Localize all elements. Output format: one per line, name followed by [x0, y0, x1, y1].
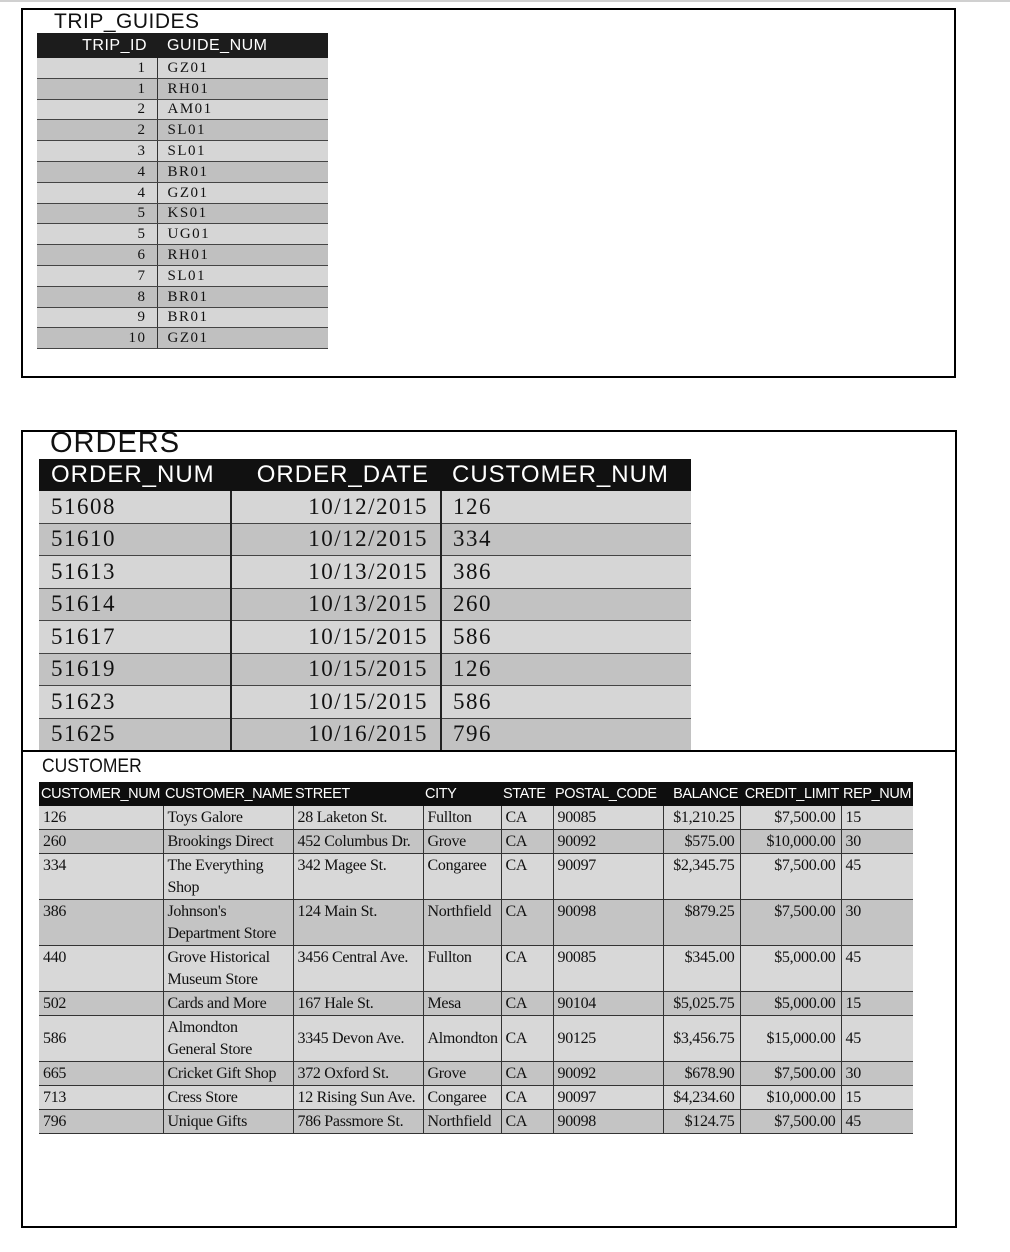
table-header-row [39, 782, 913, 806]
customer-name-cell: Cress Store [163, 1086, 293, 1110]
customer-num-cell: 334 [441, 523, 691, 556]
table-row [39, 621, 691, 654]
order-num-cell: 51619 [39, 653, 231, 686]
customer-name-cell: Cricket Gift Shop [163, 1062, 293, 1086]
table-row [37, 245, 328, 266]
table-row [39, 491, 691, 523]
order-date-cell: 10/15/2015 [231, 621, 441, 654]
postal-code-cell: 90085 [553, 806, 663, 830]
table-row [37, 265, 328, 286]
order-num-cell: 51625 [39, 718, 231, 751]
table-row [37, 58, 328, 78]
state-cell: CA [501, 1086, 553, 1110]
table-row [39, 523, 691, 556]
trip-id-cell: 9 [37, 307, 157, 328]
city-cell: Congaree [423, 1086, 501, 1110]
customer-name-cell: Brookings Direct [163, 830, 293, 854]
table-row [39, 1086, 913, 1110]
guide-num-cell: BR01 [157, 286, 328, 307]
trip-id-cell: 5 [37, 203, 157, 224]
street-cell: 786 Passmore St. [293, 1110, 423, 1134]
city-cell: Mesa [423, 992, 501, 1016]
customer-num-cell: 796 [39, 1110, 163, 1134]
trip-id-cell: 7 [37, 265, 157, 286]
state-cell: CA [501, 854, 553, 900]
balance-cell: $1,210.25 [663, 806, 740, 830]
postal-code-cell: 90098 [553, 900, 663, 946]
order-date-cell: 10/15/2015 [231, 653, 441, 686]
rep-num-cell: 15 [841, 992, 913, 1016]
balance-cell: $879.25 [663, 900, 740, 946]
postal-code-cell: 90104 [553, 992, 663, 1016]
column-header-balance: BALANCE [663, 782, 740, 806]
guide-num-cell: GZ01 [157, 182, 328, 203]
guide-num-cell: GZ01 [157, 328, 328, 349]
trip-id-cell: 2 [37, 99, 157, 120]
city-cell: Grove [423, 1062, 501, 1086]
rep-num-cell: 30 [841, 1062, 913, 1086]
city-cell: Northfield [423, 900, 501, 946]
postal-code-cell: 90097 [553, 854, 663, 900]
city-cell: Northfield [423, 1110, 501, 1134]
orders-body [39, 491, 691, 751]
state-cell: CA [501, 830, 553, 854]
credit-limit-cell: $10,000.00 [740, 830, 841, 854]
balance-cell: $5,025.75 [663, 992, 740, 1016]
trip-id-cell: 5 [37, 224, 157, 245]
postal-code-cell: 90092 [553, 1062, 663, 1086]
table-row [37, 203, 328, 224]
street-cell: 3345 Devon Ave. [293, 1016, 423, 1062]
customer-num-cell: 502 [39, 992, 163, 1016]
rep-num-cell: 15 [841, 1086, 913, 1110]
city-cell: Fullton [423, 806, 501, 830]
table-row [39, 556, 691, 589]
trip-id-cell: 2 [37, 120, 157, 141]
column-header-rep-num: REP_NUM [841, 782, 913, 806]
column-header-customer-name: CUSTOMER_NAME [163, 782, 293, 806]
table-header-row [39, 459, 691, 491]
credit-limit-cell: $5,000.00 [740, 992, 841, 1016]
balance-cell: $345.00 [663, 946, 740, 992]
order-date-cell: 10/16/2015 [231, 718, 441, 751]
customer-num-cell: 586 [441, 686, 691, 719]
trip-guides-body [37, 58, 328, 349]
order-num-cell: 51610 [39, 523, 231, 556]
street-cell: 12 Rising Sun Ave. [293, 1086, 423, 1110]
credit-limit-cell: $7,500.00 [740, 854, 841, 900]
customer-num-cell: 796 [441, 718, 691, 751]
street-cell: 452 Columbus Dr. [293, 830, 423, 854]
customer-num-cell: 713 [39, 1086, 163, 1110]
credit-limit-cell: $15,000.00 [740, 1016, 841, 1062]
customer-name-cell: Johnson's Department Store [163, 900, 293, 946]
customer-name-cell: The Everything Shop [163, 854, 293, 900]
city-cell: Fullton [423, 946, 501, 992]
customer-num-cell: 440 [39, 946, 163, 992]
street-cell: 124 Main St. [293, 900, 423, 946]
credit-limit-cell: $7,500.00 [740, 1110, 841, 1134]
state-cell: CA [501, 806, 553, 830]
trip-id-cell: 6 [37, 245, 157, 266]
order-date-cell: 10/12/2015 [231, 491, 441, 523]
table-row [37, 161, 328, 182]
customer-num-cell: 334 [39, 854, 163, 900]
table-row [39, 1110, 913, 1134]
customer-title: CUSTOMER [42, 756, 142, 777]
street-cell: 28 Laketon St. [293, 806, 423, 830]
state-cell: CA [501, 1062, 553, 1086]
customer-num-cell: 126 [39, 806, 163, 830]
table-row [39, 992, 913, 1016]
guide-num-cell: RH01 [157, 78, 328, 99]
street-cell: 3456 Central Ave. [293, 946, 423, 992]
column-header-order-date: ORDER_DATE [231, 459, 441, 491]
street-cell: 167 Hale St. [293, 992, 423, 1016]
table-row [39, 1062, 913, 1086]
guide-num-cell: SL01 [157, 141, 328, 162]
trip-id-cell: 4 [37, 161, 157, 182]
table-header-row [37, 33, 328, 58]
order-num-cell: 51614 [39, 588, 231, 621]
table-row [39, 718, 691, 751]
city-cell: Grove [423, 830, 501, 854]
customer-num-cell: 126 [441, 653, 691, 686]
trip-id-cell: 4 [37, 182, 157, 203]
column-header-city: CITY [423, 782, 501, 806]
order-date-cell: 10/12/2015 [231, 523, 441, 556]
postal-code-cell: 90098 [553, 1110, 663, 1134]
column-header-street: STREET [293, 782, 423, 806]
table-row [37, 307, 328, 328]
trip-id-cell: 1 [37, 78, 157, 99]
guide-num-cell: SL01 [157, 120, 328, 141]
table-row [39, 830, 913, 854]
city-cell: Congaree [423, 854, 501, 900]
trip-id-cell: 1 [37, 58, 157, 78]
trip-guides-table [37, 33, 328, 349]
customer-num-cell: 386 [441, 556, 691, 589]
table-row [37, 120, 328, 141]
table-row [37, 224, 328, 245]
orders-table [39, 459, 691, 751]
city-cell: Almondton [423, 1016, 501, 1062]
table-row [37, 141, 328, 162]
table-row [39, 946, 913, 992]
customer-num-cell: 386 [39, 900, 163, 946]
table-row [37, 99, 328, 120]
table-row [39, 588, 691, 621]
street-cell: 342 Magee St. [293, 854, 423, 900]
guide-num-cell: BR01 [157, 161, 328, 182]
top-border-line [0, 0, 1010, 2]
rep-num-cell: 45 [841, 1016, 913, 1062]
order-num-cell: 51613 [39, 556, 231, 589]
order-date-cell: 10/13/2015 [231, 556, 441, 589]
column-header-customer-num: CUSTOMER_NUM [441, 459, 691, 491]
order-num-cell: 51623 [39, 686, 231, 719]
balance-cell: $3,456.75 [663, 1016, 740, 1062]
column-header-customer-num: CUSTOMER_NUM [39, 782, 163, 806]
order-date-cell: 10/15/2015 [231, 686, 441, 719]
customer-num-cell: 126 [441, 491, 691, 523]
balance-cell: $678.90 [663, 1062, 740, 1086]
credit-limit-cell: $7,500.00 [740, 900, 841, 946]
credit-limit-cell: $7,500.00 [740, 806, 841, 830]
rep-num-cell: 45 [841, 854, 913, 900]
rep-num-cell: 30 [841, 830, 913, 854]
customer-num-cell: 586 [39, 1016, 163, 1062]
table-row [39, 1016, 913, 1062]
trip-guides-panel [21, 8, 956, 378]
state-cell: CA [501, 992, 553, 1016]
guide-num-cell: SL01 [157, 265, 328, 286]
street-cell: 372 Oxford St. [293, 1062, 423, 1086]
customer-num-cell: 260 [441, 588, 691, 621]
table-row [39, 686, 691, 719]
balance-cell: $124.75 [663, 1110, 740, 1134]
postal-code-cell: 90092 [553, 830, 663, 854]
guide-num-cell: BR01 [157, 307, 328, 328]
trip-id-cell: 10 [37, 328, 157, 349]
column-header-guide-num: GUIDE_NUM [157, 33, 328, 58]
state-cell: CA [501, 1016, 553, 1062]
trip-guides-title: TRIP_GUIDES [54, 10, 200, 33]
order-num-cell: 51608 [39, 491, 231, 523]
column-header-trip-id: TRIP_ID [37, 33, 157, 58]
rep-num-cell: 15 [841, 806, 913, 830]
credit-limit-cell: $10,000.00 [740, 1086, 841, 1110]
table-row [39, 653, 691, 686]
balance-cell: $575.00 [663, 830, 740, 854]
state-cell: CA [501, 946, 553, 992]
guide-num-cell: RH01 [157, 245, 328, 266]
credit-limit-cell: $7,500.00 [740, 1062, 841, 1086]
customer-name-cell: Grove Historical Museum Store [163, 946, 293, 992]
column-header-postal-code: POSTAL_CODE [553, 782, 663, 806]
guide-num-cell: KS01 [157, 203, 328, 224]
table-row [37, 328, 328, 349]
order-num-cell: 51617 [39, 621, 231, 654]
column-header-state: STATE [501, 782, 553, 806]
customer-table [39, 782, 913, 1134]
customer-body [39, 806, 913, 1134]
column-header-credit-limit: CREDIT_LIMIT [740, 782, 841, 806]
customer-name-cell: Almondton General Store [163, 1016, 293, 1062]
orders-title: ORDERS [50, 427, 181, 459]
rep-num-cell: 45 [841, 946, 913, 992]
postal-code-cell: 90125 [553, 1016, 663, 1062]
state-cell: CA [501, 1110, 553, 1134]
customer-num-cell: 586 [441, 621, 691, 654]
guide-num-cell: UG01 [157, 224, 328, 245]
table-row [39, 900, 913, 946]
customer-name-cell: Toys Galore [163, 806, 293, 830]
trip-id-cell: 3 [37, 141, 157, 162]
customer-name-cell: Unique Gifts [163, 1110, 293, 1134]
postal-code-cell: 90097 [553, 1086, 663, 1110]
orders-customer-panel [21, 427, 957, 1228]
customer-name-cell: Cards and More [163, 992, 293, 1016]
customer-num-cell: 260 [39, 830, 163, 854]
rep-num-cell: 30 [841, 900, 913, 946]
table-row [37, 286, 328, 307]
state-cell: CA [501, 900, 553, 946]
table-row [37, 182, 328, 203]
section-divider [23, 750, 955, 752]
trip-id-cell: 8 [37, 286, 157, 307]
column-header-order-num: ORDER_NUM [39, 459, 231, 491]
table-row [39, 806, 913, 830]
customer-num-cell: 665 [39, 1062, 163, 1086]
guide-num-cell: GZ01 [157, 58, 328, 78]
balance-cell: $4,234.60 [663, 1086, 740, 1110]
table-row [39, 854, 913, 900]
postal-code-cell: 90085 [553, 946, 663, 992]
guide-num-cell: AM01 [157, 99, 328, 120]
credit-limit-cell: $5,000.00 [740, 946, 841, 992]
rep-num-cell: 45 [841, 1110, 913, 1134]
order-date-cell: 10/13/2015 [231, 588, 441, 621]
balance-cell: $2,345.75 [663, 854, 740, 900]
table-row [37, 78, 328, 99]
